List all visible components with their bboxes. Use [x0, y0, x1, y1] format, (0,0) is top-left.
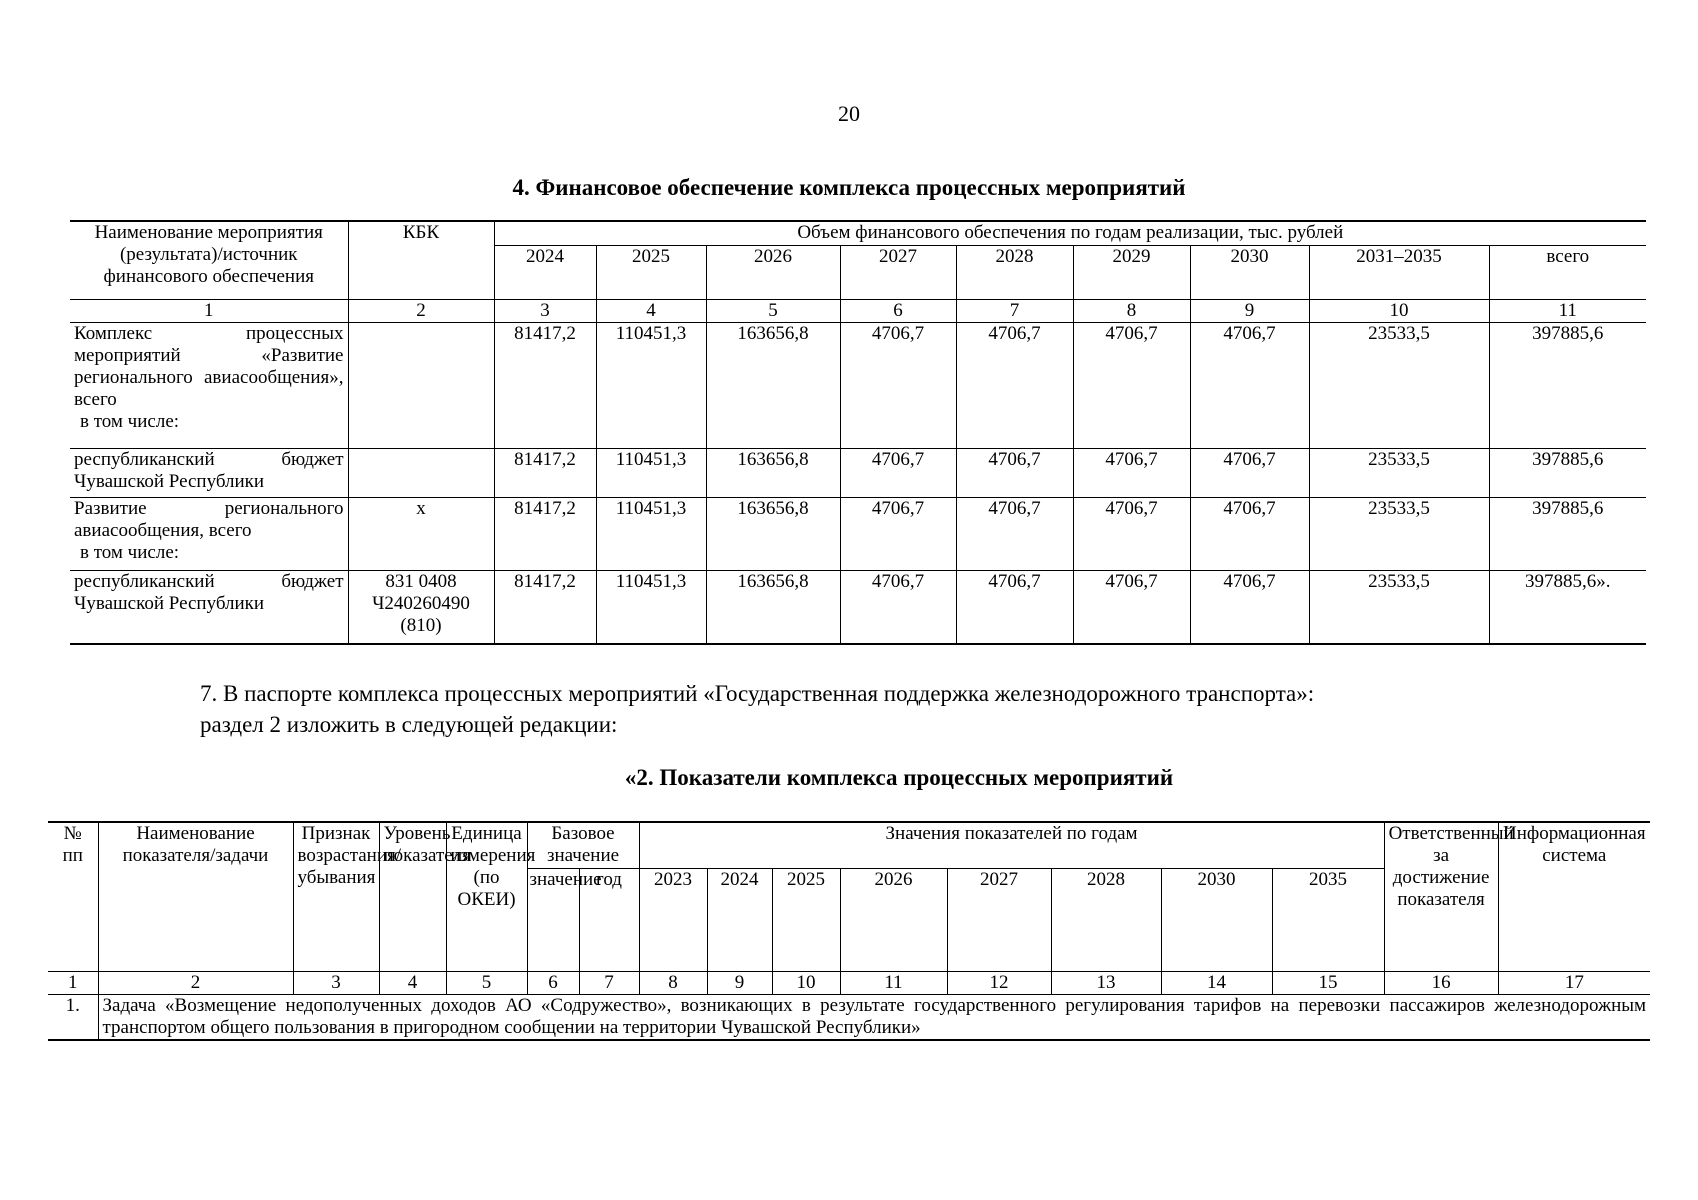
- column-number: 11: [1489, 300, 1646, 323]
- value-cell: 23533,5: [1309, 498, 1489, 571]
- column-number: 3: [293, 972, 379, 995]
- amendment-paragraph: [200, 678, 1640, 740]
- row-subnote: в том числе:: [80, 411, 180, 432]
- value-cell: 4706,7: [1190, 571, 1309, 645]
- indicators-section-title: «2. Показатели комплекса процессных мероприятий: [624, 765, 1174, 790]
- value-cell: 23533,5: [1309, 449, 1489, 498]
- col-kbk-header: КБК: [348, 221, 494, 300]
- year-header: 2028: [956, 246, 1073, 300]
- year-header: 2031–2035: [1309, 246, 1489, 300]
- value-cell: 397885,6: [1489, 449, 1646, 498]
- year-header: 2025: [772, 868, 840, 971]
- value-cell: 4706,7: [1190, 449, 1309, 498]
- year-header: 2027: [947, 868, 1051, 971]
- indicators-table: [48, 821, 1650, 1041]
- value-cell: 110451,3: [596, 323, 706, 449]
- column-number: 5: [446, 972, 527, 995]
- year-header: 2025: [596, 246, 706, 300]
- year-header: 2023: [639, 868, 707, 971]
- value-cell: 4706,7: [840, 498, 956, 571]
- value-cell: 81417,2: [494, 323, 596, 449]
- column-number: 3: [494, 300, 596, 323]
- total-header: всего: [1489, 246, 1646, 300]
- row-name-cell: [70, 498, 348, 571]
- column-number: 7: [956, 300, 1073, 323]
- col-base-header: Базовое значение: [527, 822, 639, 868]
- table-row: [48, 995, 1650, 1041]
- column-number: 10: [1309, 300, 1489, 323]
- col-name-header: Наименование мероприятия (результата)/источник финансового обеспечения: [70, 221, 348, 300]
- value-cell: 4706,7: [1073, 571, 1190, 645]
- value-cell: 163656,8: [706, 571, 840, 645]
- base-value-header: значение: [527, 868, 579, 971]
- value-cell: 163656,8: [706, 449, 840, 498]
- year-header: 2026: [840, 868, 947, 971]
- base-year-header: год: [579, 868, 639, 971]
- value-cell: 23533,5: [1309, 323, 1489, 449]
- column-number: 1: [70, 300, 348, 323]
- value-cell: 4706,7: [1190, 498, 1309, 571]
- row-name: республиканский бюджет Чувашской Республики: [74, 449, 344, 492]
- column-number: 8: [1073, 300, 1190, 323]
- value-cell: 4706,7: [840, 323, 956, 449]
- column-number: 9: [1190, 300, 1309, 323]
- year-header: 2028: [1051, 868, 1161, 971]
- value-cell: 163656,8: [706, 323, 840, 449]
- column-number: 12: [947, 972, 1051, 995]
- row-name: Развитие регионального авиасообщения, всего: [74, 498, 344, 541]
- value-cell: 81417,2: [494, 498, 596, 571]
- value-cell: 4706,7: [956, 498, 1073, 571]
- column-number: 6: [840, 300, 956, 323]
- value-cell: 4706,7: [840, 571, 956, 645]
- column-number: 2: [348, 300, 494, 323]
- row-name-cell: [70, 571, 348, 645]
- column-number: 5: [706, 300, 840, 323]
- kbk-cell: [348, 449, 494, 498]
- year-header: 2024: [494, 246, 596, 300]
- value-cell: 110451,3: [596, 449, 706, 498]
- table-row: [70, 449, 1646, 498]
- col-unit-header: Единица измерения (по ОКЕИ): [446, 822, 527, 972]
- financing-section-title: 4. Финансовое обеспечение комплекса процессных мероприятий: [512, 175, 1186, 200]
- kbk-cell: 831 0408 Ч240260490 (810): [348, 571, 494, 645]
- value-cell: 110451,3: [596, 571, 706, 645]
- table-row: [70, 571, 1646, 645]
- column-number: 4: [379, 972, 446, 995]
- row-name-cell: [70, 323, 348, 449]
- col-level-header: Уровень показателя: [379, 822, 446, 972]
- row-name-cell: [70, 449, 348, 498]
- value-cell: 110451,3: [596, 498, 706, 571]
- table-row: [70, 498, 1646, 571]
- year-header: 2030: [1161, 868, 1272, 971]
- year-header: 2030: [1190, 246, 1309, 300]
- col-sign-header: Признак возрастания/ убывания: [293, 822, 379, 972]
- column-number: 16: [1384, 972, 1498, 995]
- value-cell: 23533,5: [1309, 571, 1489, 645]
- amendment-line: 7. В паспорте комплекса процессных мероприятий «Государственная поддержка железнодорожного транспорта»:: [200, 681, 1315, 706]
- year-header: 2024: [707, 868, 772, 971]
- column-number: 8: [639, 972, 707, 995]
- value-cell: 163656,8: [706, 498, 840, 571]
- value-cell: 4706,7: [1073, 498, 1190, 571]
- col-values-header: Значения показателей по годам: [639, 822, 1384, 868]
- column-number: 10: [772, 972, 840, 995]
- column-number: 7: [579, 972, 639, 995]
- value-cell: 397885,6: [1489, 323, 1646, 449]
- col-responsible-header: Ответственный за достижение показателя: [1384, 822, 1498, 972]
- year-header: 2029: [1073, 246, 1190, 300]
- value-cell: 4706,7: [956, 323, 1073, 449]
- column-number: 1: [48, 972, 98, 995]
- task-number: 1.: [48, 995, 98, 1041]
- col-name-header: Наименование показателя/задачи: [98, 822, 293, 972]
- table-row: [70, 323, 1646, 449]
- task-description: Задача «Возмещение недополученных доходов АО «Содружество», возникающих в результате государственного регулирования тарифов на перевозки пассажиров железнодорожным транспортом общего пользования в пригородном сообщении на территории Чувашской Республики»: [98, 995, 1650, 1041]
- value-cell: 4706,7: [840, 449, 956, 498]
- financing-table: [70, 220, 1646, 645]
- value-cell: 4706,7: [1073, 323, 1190, 449]
- value-cell: 4706,7: [956, 449, 1073, 498]
- col-info-system-header: Информационная система: [1498, 822, 1650, 972]
- value-cell: 4706,7: [1190, 323, 1309, 449]
- column-number: 13: [1051, 972, 1161, 995]
- column-number: 17: [1498, 972, 1650, 995]
- kbk-cell: [348, 323, 494, 449]
- value-cell: 4706,7: [1073, 449, 1190, 498]
- col-number-header: № пп: [48, 822, 98, 972]
- column-number: 11: [840, 972, 947, 995]
- kbk-cell: х: [348, 498, 494, 571]
- row-subnote: в том числе:: [80, 542, 180, 563]
- value-cell: 397885,6».: [1489, 571, 1646, 645]
- column-number: 14: [1161, 972, 1272, 995]
- value-cell: 4706,7: [956, 571, 1073, 645]
- value-cell: 81417,2: [494, 449, 596, 498]
- column-number: 15: [1272, 972, 1384, 995]
- value-cell: 397885,6: [1489, 498, 1646, 571]
- year-header: 2035: [1272, 868, 1384, 971]
- amendment-line: раздел 2 изложить в следующей редакции:: [200, 712, 618, 737]
- page-number: 20: [838, 101, 860, 126]
- column-number: 9: [707, 972, 772, 995]
- year-header: 2026: [706, 246, 840, 300]
- column-number: 4: [596, 300, 706, 323]
- year-header: 2027: [840, 246, 956, 300]
- column-number: 6: [527, 972, 579, 995]
- column-number: 2: [98, 972, 293, 995]
- value-cell: 81417,2: [494, 571, 596, 645]
- row-name: Комплекс процессных мероприятий «Развитие регионального авиасообщения», всего: [74, 323, 344, 410]
- row-name: республиканский бюджет Чувашской Республики: [74, 571, 344, 614]
- financing-group-header: Объем финансового обеспечения по годам реализации, тыс. рублей: [494, 221, 1646, 246]
